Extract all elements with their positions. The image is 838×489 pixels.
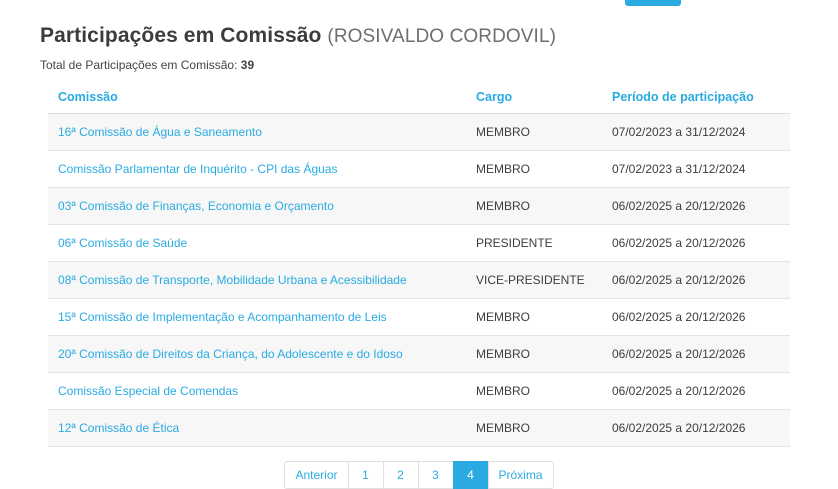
column-header-committee: Comissão	[48, 82, 466, 114]
cell-period: 06/02/2025 a 20/12/2026	[602, 225, 790, 262]
top-partial-strip	[0, 0, 838, 10]
committee-link[interactable]: Comissão Parlamentar de Inquérito - CPI das Águas	[58, 162, 338, 176]
page-title-subject: (ROSIVALDO CORDOVIL)	[327, 26, 557, 47]
column-header-role: Cargo	[466, 82, 602, 114]
table-row	[48, 225, 790, 262]
committee-link[interactable]: 20ª Comissão de Direitos da Criança, do Adolescente e do Idoso	[58, 347, 403, 361]
table-row	[48, 299, 790, 336]
pagination-next[interactable]: Próxima	[488, 461, 554, 489]
committees-table	[48, 82, 790, 447]
cell-committee	[48, 336, 466, 373]
cell-period: 06/02/2025 a 20/12/2026	[602, 299, 790, 336]
cell-period: 06/02/2025 a 20/12/2026	[602, 188, 790, 225]
cell-committee	[48, 299, 466, 336]
committee-link[interactable]: 06ª Comissão de Saúde	[58, 236, 188, 250]
cell-committee	[48, 114, 466, 151]
cell-role: VICE-PRESIDENTE	[466, 262, 602, 299]
table-header-row	[48, 82, 790, 114]
table-head	[48, 82, 790, 114]
content-area	[0, 10, 838, 489]
partial-button-above[interactable]	[625, 0, 681, 6]
cell-role: MEMBRO	[466, 188, 602, 225]
table-row	[48, 188, 790, 225]
cell-role: MEMBRO	[466, 410, 602, 447]
table-row	[48, 114, 790, 151]
table-row	[48, 410, 790, 447]
table-row	[48, 373, 790, 410]
table-row	[48, 262, 790, 299]
cell-role: MEMBRO	[466, 373, 602, 410]
cell-committee	[48, 151, 466, 188]
committee-link[interactable]: Comissão Especial de Comendas	[58, 384, 239, 398]
pagination-page-4[interactable]: 4	[453, 461, 488, 489]
cell-period: 06/02/2025 a 20/12/2026	[602, 410, 790, 447]
cell-committee	[48, 188, 466, 225]
committee-link[interactable]: 15ª Comissão de Implementação e Acompanhamento de Leis	[58, 310, 387, 324]
total-count	[0, 48, 838, 72]
pagination-page-3[interactable]: 3	[418, 461, 453, 489]
pagination	[0, 461, 838, 489]
cell-period: 06/02/2025 a 20/12/2026	[602, 262, 790, 299]
cell-role: MEMBRO	[466, 151, 602, 188]
table-row	[48, 336, 790, 373]
cell-period: 07/02/2023 a 31/12/2024	[602, 114, 790, 151]
table-row	[48, 151, 790, 188]
pagination-page-1[interactable]: 1	[348, 461, 383, 489]
cell-committee	[48, 225, 466, 262]
cell-committee	[48, 410, 466, 447]
table-body	[48, 114, 790, 447]
cell-role: MEMBRO	[466, 336, 602, 373]
total-count-value: 39	[240, 58, 255, 72]
committee-link[interactable]: 08ª Comissão de Transporte, Mobilidade Urbana e Acessibilidade	[58, 273, 407, 287]
cell-period: 07/02/2023 a 31/12/2024	[602, 151, 790, 188]
page-title-text: Participações em Comissão	[40, 24, 322, 47]
cell-committee	[48, 262, 466, 299]
pagination-previous[interactable]: Anterior	[284, 461, 347, 489]
cell-committee	[48, 373, 466, 410]
column-header-period: Período de participação	[602, 82, 790, 114]
cell-role: MEMBRO	[466, 299, 602, 336]
page-title	[0, 10, 838, 48]
cell-role: MEMBRO	[466, 114, 602, 151]
pagination-page-2[interactable]: 2	[383, 461, 418, 489]
total-count-label: Total de Participações em Comissão:	[40, 58, 238, 72]
cell-period: 06/02/2025 a 20/12/2026	[602, 373, 790, 410]
committee-link[interactable]: 03ª Comissão de Finanças, Economia e Orçamento	[58, 199, 334, 213]
committee-link[interactable]: 12ª Comissão de Ética	[58, 421, 180, 435]
cell-period: 06/02/2025 a 20/12/2026	[602, 336, 790, 373]
cell-role: PRESIDENTE	[466, 225, 602, 262]
committee-link[interactable]: 16ª Comissão de Água e Saneamento	[58, 125, 262, 139]
